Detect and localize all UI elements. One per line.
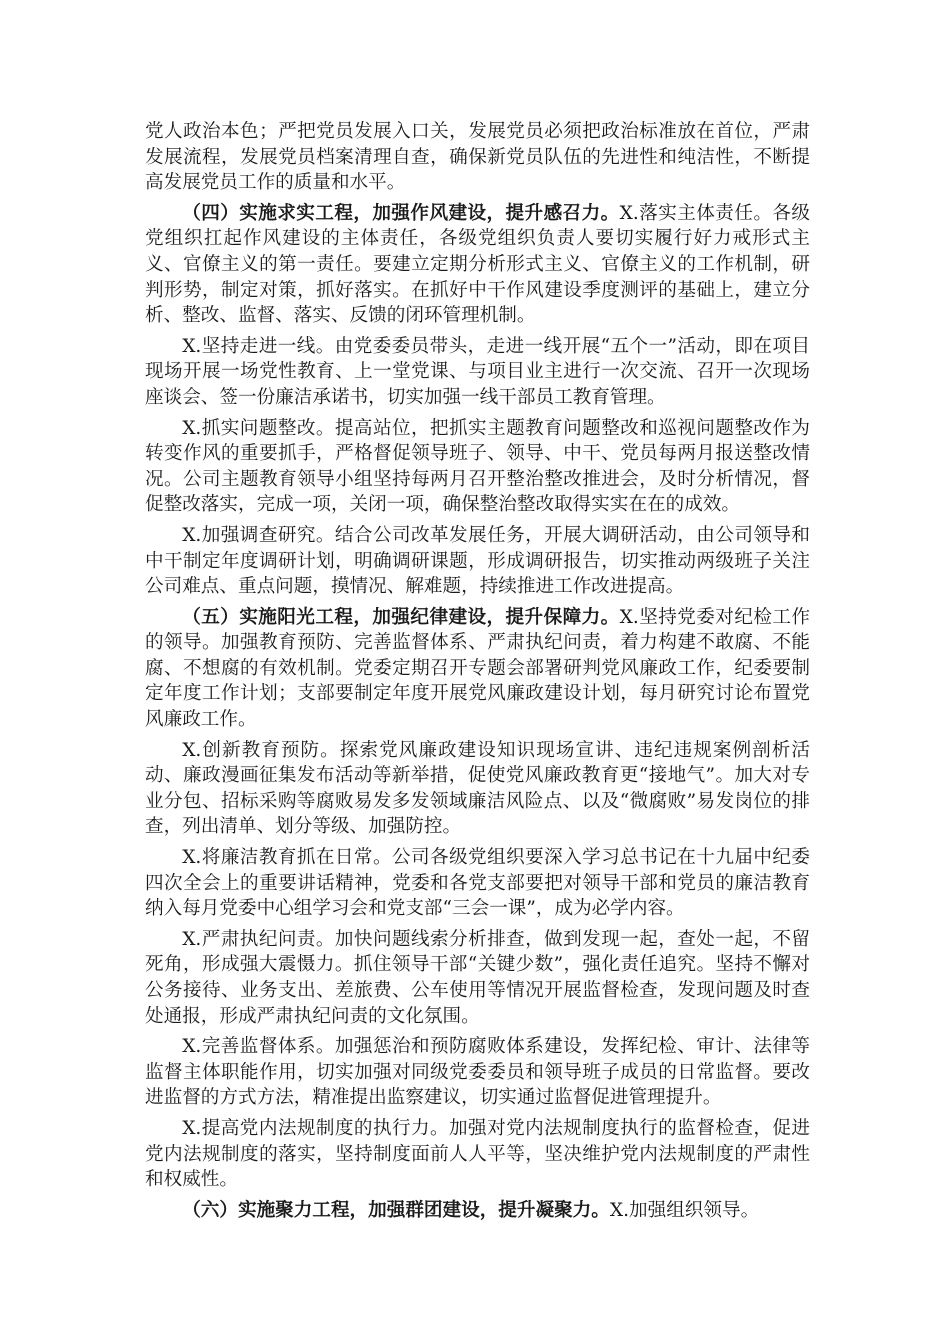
paragraph-text: X.抓实问题整改。提高站位，把抓实主题教育问题整改和巡视问题整改作为转变作风的重要抓手，严格督促领导班子、领导、中干、党员每两月报送整改情况。公司主题教育领导小组坚持每两月召开整治整改推进会，及时分析情况，督促整改落实，完成一项，关闭一项，确保整治整改取得实实在在的成效。 [145,417,810,516]
paragraph-text: X.创新教育预防。探索党风廉政建设知识现场宣讲、违纪违规案例剖析活动、廉政漫画征集发布活动等新举措，促使党风廉政教育更“接地气”。加大对专业分包、招标采购等腐败易发多发领域廉洁风险点、以及“微腐败”易发岗位的排查，列出清单、划分等级、加强防控。 [145,739,810,838]
paragraph [145,845,810,922]
paragraph-text: X.将廉洁教育抓在日常。公司各级党组织要深入学习总书记在十九届中纪委四次全会上的重要讲话精神，党委和各党支部要把对领导干部和党员的廉洁教育纳入每月党委中心组学习会和党支部“三会一课”，成为必学内容。 [145,847,810,920]
section-heading: （四）实施求实工程，加强作风建设，提升感召力。 [182,202,620,224]
paragraph-text: X.加强调查研究。结合公司改革发展任务，开展大调研活动，由公司领导和中干制定年度调研计划，明确调研课题，形成调研报告，切实推动两级班子关注公司难点、重点问题，摸情况、解难题，持续推进工作改进提高。 [145,524,810,598]
paragraph [145,1198,810,1224]
paragraph-text: 党人政治本色；严把党员发展入口关，发展党员必须把政治标准放在首位，严肃发展流程，发展党员档案清理自查，确保新党员队伍的先进性和纯洁性，不断提高发展党员工作的质量和水平。 [145,121,810,194]
paragraph [145,334,810,411]
paragraph-text: X.严肃执纪问责。加快问题线索分析排查，做到发现一起，查处一起，不留死角，形成强大震慑力。抓住领导干部“关键少数”，强化责任追究。坚持不懈对公务接待、业务支出、差旅费、公车使用等情况开展监督检查，发现问题及时查处通报，形成严肃执纪问责的文化氛围。 [145,928,810,1027]
paragraph [145,605,810,733]
paragraph [145,738,810,840]
paragraph-text: X.提高党内法规制度的执行力。加强对党内法规制度执行的监督检查，促进党内法规制度的落实，坚持制度面前人人平等，坚决维护党内法规制度的严肃性和权威性。 [145,1117,810,1191]
paragraph [145,523,810,600]
paragraph [145,416,810,518]
paragraph-text: X.坚持党委对纪检工作的领导。加强教育预防、完善监督体系、严肃执纪问责，着力构建不敢腐、不能腐、不想腐的有效机制。党委定期召开专题会部署研判党风廉政工作，纪委要制定年度工作计划；支部要制定年度开展党风廉政建设计划，每月研究讨论布置党风廉政工作。 [145,606,810,731]
section-heading: （五）实施阳光工程，加强纪律建设，提升保障力。 [182,606,620,628]
paragraph [145,119,810,196]
paragraph [145,201,810,329]
paragraph [145,927,810,1029]
document-page [145,119,810,1223]
paragraph-text: X.完善监督体系。加强惩治和预防腐败体系建设，发挥纪检、审计、法律等监督主体职能作用，切实加强对同级党委委员和领导班子成员的日常监督。要改进监督的方式方法，精准提出监察建议，切实通过监督促进管理提升。 [145,1036,810,1109]
paragraph [145,1034,810,1111]
section-heading: （六）实施聚力工程，加强群团建设，提升凝聚力。 [182,1199,610,1221]
paragraph-text: X.坚持走进一线。由党委委员带头，走进一线开展“五个一”活动，即在项目现场开展一场党性教育、上一堂党课、与项目业主进行一次交流、召开一次现场座谈会、签一份廉洁承诺书，切实加强一线干部员工教育管理。 [145,335,810,408]
paragraph-text: X.落实主体责任。各级党组织扛起作风建设的主体责任，各级党组织负责人要切实履行好力戒形式主义、官僚主义的第一责任。要建立定期分析形式主义、官僚主义的工作机制，研判形势，制定对策，抓好落实。在抓好中干作风建设季度测评的基础上，建立分析、整改、监督、落实、反馈的闭环管理机制。 [145,202,810,327]
paragraph-text: X.加强组织领导。 [609,1199,760,1221]
paragraph [145,1116,810,1193]
